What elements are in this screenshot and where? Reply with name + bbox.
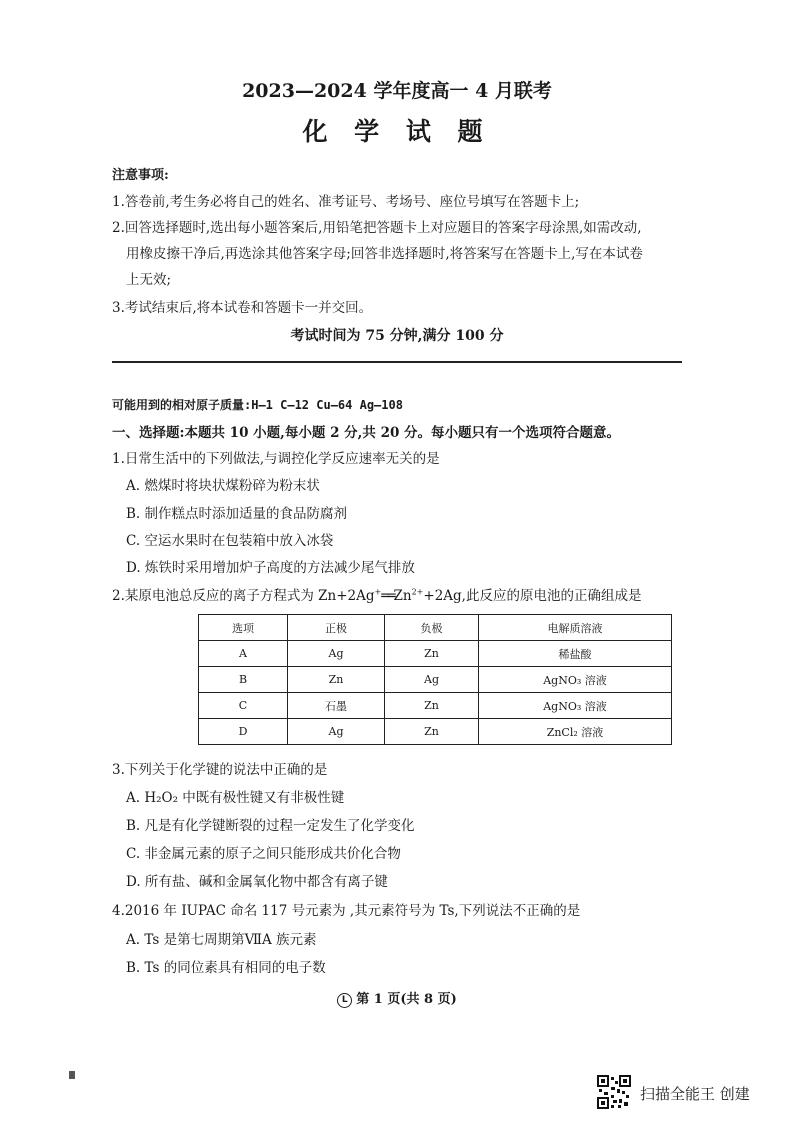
table-header-cell: 选项 xyxy=(199,615,288,641)
question-2-arrow: ══ xyxy=(381,588,394,604)
question-2-stem-part-a: 2.某原电池总反应的离子方程式为 Zn+2Ag xyxy=(112,588,375,604)
notice-item-1: 1.答卷前,考生务必将自己的姓名、准考证号、考场号、座位号填写在答题卡上; xyxy=(112,194,580,210)
notice-item-2-cont: 用橡皮擦干净后,再选涂其他答案字母;回答非选择题时,将答案写在答题卡上,写在本试卷 xyxy=(126,246,643,262)
table-cell: Ag xyxy=(288,719,385,745)
page-mark-icon: L xyxy=(337,993,352,1008)
page-footer xyxy=(0,988,794,1008)
question-1-option-b: B. 制作糕点时添加适量的食品防腐剂 xyxy=(126,506,348,522)
divider-rule xyxy=(112,361,682,363)
question-3-option-b: B. 凡是有化学键断裂的过程一定发生了化学变化 xyxy=(126,818,415,834)
scanner-watermark: 扫描全能王 创建 xyxy=(640,1085,750,1103)
qr-code-icon xyxy=(597,1075,631,1109)
table-cell: Zn xyxy=(385,641,479,667)
table-cell: D xyxy=(199,719,288,745)
table-row xyxy=(199,693,672,719)
subject-title: 化 学 试 题 xyxy=(302,117,492,146)
notice-item-3: 3.考试结束后,将本试卷和答题卡一并交回。 xyxy=(112,300,373,316)
atomic-masses: 可能用到的相对原子质量:H—1 C—12 Cu—64 Ag—108 xyxy=(112,398,403,412)
table-cell: AgNO₃ 溶液 xyxy=(479,667,672,693)
question-4-stem: 4.2016 年 IUPAC 命名 117 号元素为 ,其元素符号为 Ts,下列说法不正确的是 xyxy=(112,903,581,919)
notice-item-2: 2.回答选择题时,选出每小题答案后,用铅笔把答题卡上对应题目的答案字母涂黑,如需改动, xyxy=(112,220,642,236)
table-cell: Ag xyxy=(288,641,385,667)
table-cell: Zn xyxy=(385,719,479,745)
question-2-table xyxy=(198,614,672,745)
question-2-stem-part-c: +2Ag,此反应的原电池的正确组成是 xyxy=(423,588,642,604)
question-3-option-c: C. 非金属元素的原子之间只能形成共价化合物 xyxy=(126,846,401,862)
table-cell: Zn xyxy=(288,667,385,693)
table-cell: Zn xyxy=(385,693,479,719)
table-header-cell: 电解质溶液 xyxy=(479,615,672,641)
table-cell: B xyxy=(199,667,288,693)
section-heading: 一、选择题:本题共 10 小题,每小题 2 分,共 20 分。每小题只有一个选项符合题意。 xyxy=(112,425,621,441)
question-2-sup-1: + xyxy=(374,587,382,597)
table-row xyxy=(199,667,672,693)
question-2-stem xyxy=(112,584,641,604)
question-4-option-b: B. Ts 的同位素具有相同的电子数 xyxy=(126,960,326,976)
question-3-stem: 3.下列关于化学键的说法中正确的是 xyxy=(112,762,328,778)
exam-title: 2023—2024 学年度高一 4 月联考 xyxy=(242,80,552,102)
table-row xyxy=(199,641,672,667)
notice-heading: 注意事项: xyxy=(112,168,169,183)
table-header-row xyxy=(199,615,672,641)
notice-item-2-end: 上无效; xyxy=(126,272,172,288)
question-4-option-a: A. Ts 是第七周期第ⅦA 族元素 xyxy=(126,932,317,948)
table-cell: Ag xyxy=(385,667,479,693)
scan-mark xyxy=(69,1071,75,1079)
table-cell: ZnCl₂ 溶液 xyxy=(479,719,672,745)
table-row xyxy=(199,719,672,745)
table-cell: C xyxy=(199,693,288,719)
table-cell: 稀盐酸 xyxy=(479,641,672,667)
question-1-option-a: A. 燃煤时将块状煤粉碎为粉末状 xyxy=(126,478,320,494)
question-3-option-a: A. H₂O₂ 中既有极性键又有非极性键 xyxy=(126,790,345,806)
question-3-option-d: D. 所有盐、碱和金属氧化物中都含有离子键 xyxy=(126,874,388,890)
question-2-stem-part-b: Zn xyxy=(393,588,412,604)
table-cell: 石墨 xyxy=(288,693,385,719)
table-cell: A xyxy=(199,641,288,667)
question-2-sup-2: 2+ xyxy=(411,587,424,597)
page-number: 第 1 页(共 8 页) xyxy=(356,992,457,1007)
table-header-cell: 正极 xyxy=(288,615,385,641)
exam-time-info: 考试时间为 75 分钟,满分 100 分 xyxy=(290,328,504,344)
question-1-option-c: C. 空运水果时在包装箱中放入冰袋 xyxy=(126,533,334,549)
table-header-cell: 负极 xyxy=(385,615,479,641)
question-1-stem: 1.日常生活中的下列做法,与调控化学反应速率无关的是 xyxy=(112,451,440,467)
question-1-option-d: D. 炼铁时采用增加炉子高度的方法减少尾气排放 xyxy=(126,560,415,576)
table-cell: AgNO₃ 溶液 xyxy=(479,693,672,719)
